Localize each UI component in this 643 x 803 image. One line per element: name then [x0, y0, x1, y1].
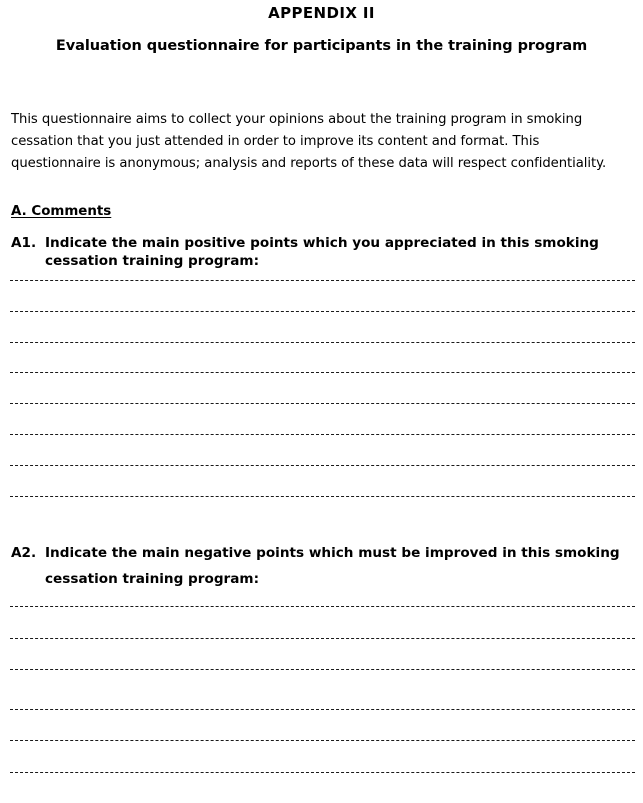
- answer-line: [10, 669, 635, 670]
- answer-line: [10, 709, 635, 710]
- answer-lines-a1: [10, 280, 635, 526]
- question-a1-text: Indicate the main positive points which you appreciated in this smoking cessation training program:: [45, 235, 599, 269]
- answer-line: [10, 740, 635, 741]
- answer-line: [10, 403, 635, 404]
- answer-line: [10, 772, 635, 773]
- answer-line: [10, 372, 635, 373]
- answer-line: [10, 280, 635, 281]
- answer-line: [10, 434, 635, 435]
- answer-line: [10, 496, 635, 497]
- question-a1: [11, 234, 631, 270]
- question-a2-number: A2.: [11, 545, 37, 561]
- answer-line: [10, 638, 635, 639]
- page-subtitle: Evaluation questionnaire for participants in the training program: [55, 38, 588, 54]
- answer-line: [10, 606, 635, 607]
- answer-lines-a2: [10, 606, 635, 803]
- question-a1-number: A1.: [11, 235, 37, 251]
- question-a2-text: Indicate the main negative points which must be improved in this smoking cessation training program:: [45, 545, 620, 587]
- page-title: APPENDIX II: [268, 4, 375, 22]
- question-a2: [11, 540, 631, 592]
- answer-line: [10, 342, 635, 343]
- intro-paragraph: This questionnaire aims to collect your opinions about the training program in smoking cessation that you just attended in order to improve its content and format. This questionnaire is anonymous; analysis and reports of these data will respect confidentiality.: [11, 112, 607, 172]
- answer-line: [10, 311, 635, 312]
- section-heading-comments: A. Comments: [11, 204, 112, 219]
- answer-line: [10, 465, 635, 466]
